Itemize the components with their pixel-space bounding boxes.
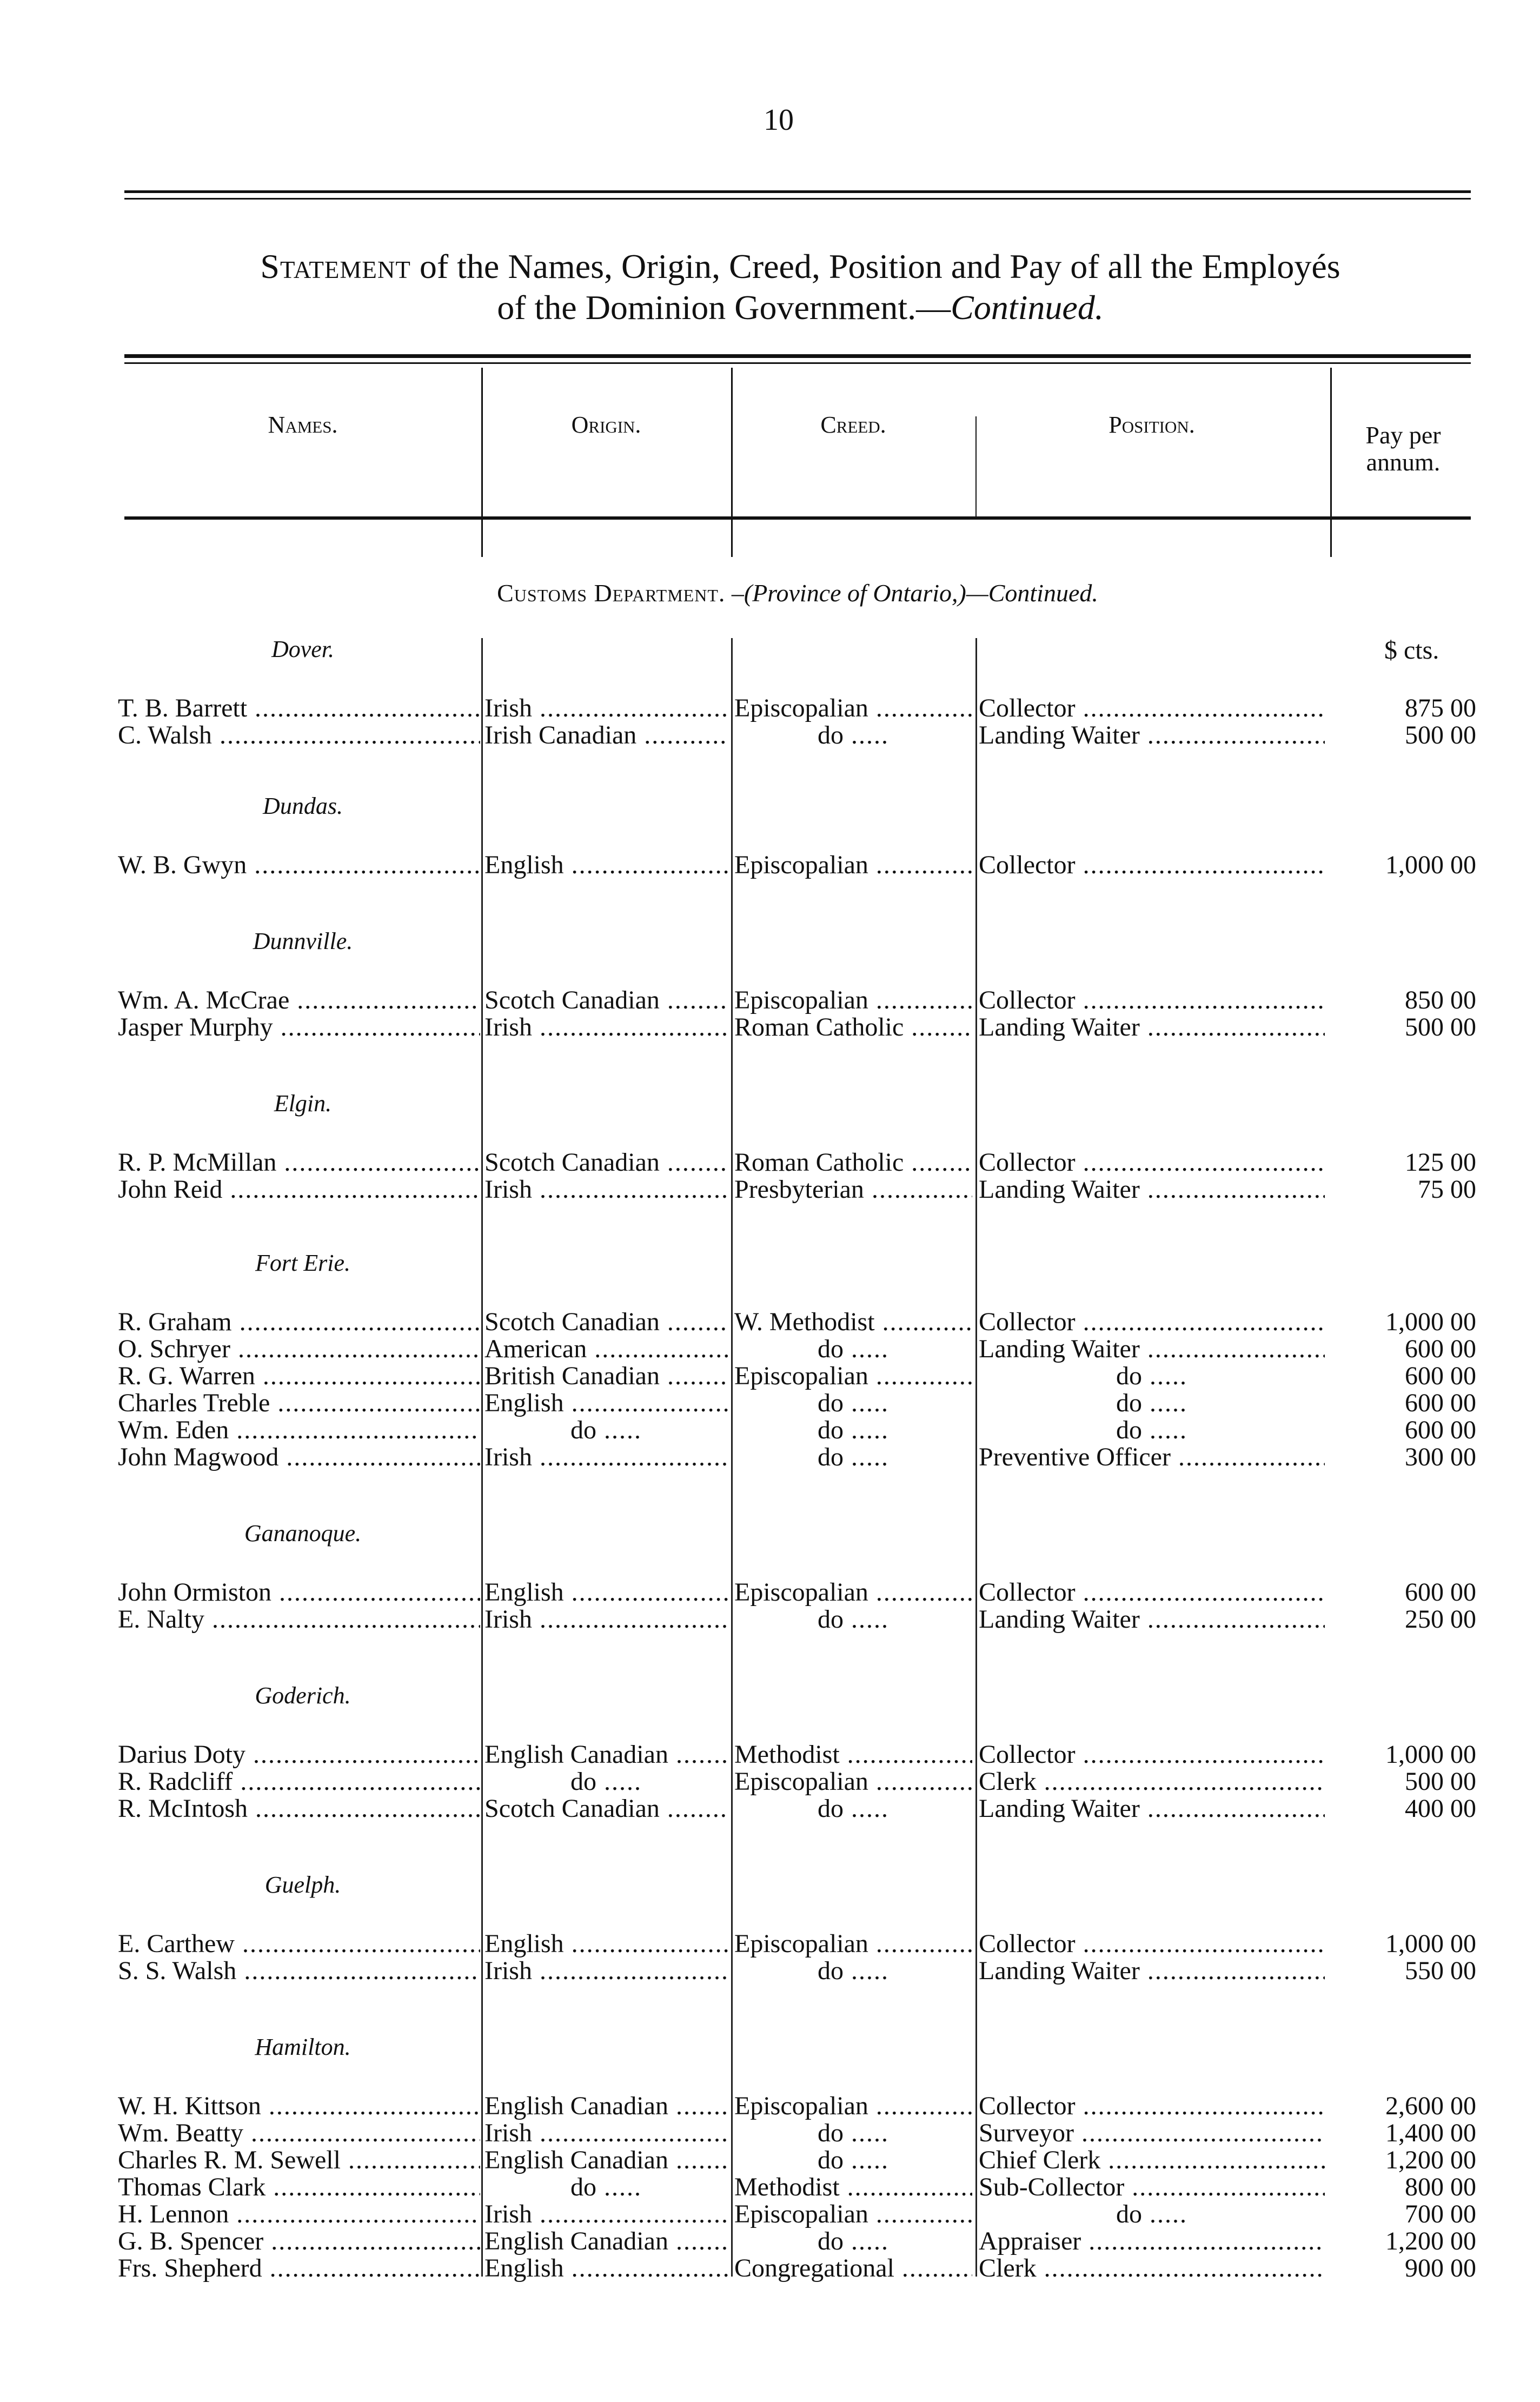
employee-creed: do ..... [734,1606,972,1633]
employee-position: Collector ..... [979,1579,1325,1606]
employee-name: T. B. Barrett ..... [118,695,480,722]
place-heading: Fort Erie. [255,1250,350,1276]
employee-position: Collector ..... [979,1741,1325,1768]
employee-name: Wm. Beatty ..... [118,2120,480,2147]
employee-pay: 75 00 [1418,1176,1476,1203]
table-row [0,2201,1540,2228]
employee-position: do ..... [979,1417,1325,1444]
employee-position: Collector ..... [979,1930,1325,1958]
employee-position: Appraiser ..... [979,2228,1325,2255]
employee-origin: English ..... [484,2255,728,2282]
place-heading: Dover. [271,636,335,662]
employee-pay: 1,000 00 [1385,852,1476,879]
employee-position: Landing Waiter ..... [979,1336,1325,1363]
employee-pay: 1,000 00 [1385,1741,1476,1768]
employee-origin: Scotch Canadian ..... [484,987,728,1014]
employee-position: do ..... [979,1390,1325,1417]
employee-name: G. B. Spencer ..... [118,2228,480,2255]
table-row [0,1741,1540,1768]
employee-origin: Irish ..... [484,695,728,722]
employee-name: John Reid ..... [118,1176,480,1203]
table-row [0,1444,1540,1471]
employee-name: John Magwood ..... [118,1444,480,1471]
currency-label: $ cts. [1384,636,1439,665]
employee-name: H. Lennon ..... [118,2201,480,2228]
title-line2: of the Dominion Government.— [497,288,951,327]
table-row [0,1390,1540,1417]
header-divider-1 [481,368,483,557]
employee-position: Landing Waiter ..... [979,1958,1325,1985]
table-row [0,722,1540,749]
employee-pay: 600 00 [1405,1417,1476,1444]
employee-creed: Episcopalian ..... [734,987,972,1014]
employee-origin: Irish ..... [484,1606,728,1633]
employee-origin: British Canadian ..... [484,1363,728,1390]
employee-position: Landing Waiter ..... [979,1176,1325,1203]
employee-position: Chief Clerk ..... [979,2147,1325,2174]
employee-position: Collector ..... [979,987,1325,1014]
employee-creed: do ..... [734,2120,972,2147]
employee-position: Collector ..... [979,695,1325,722]
employee-origin: Irish ..... [484,2120,728,2147]
table-row [0,1579,1540,1606]
employee-pay: 700 00 [1405,2201,1476,2228]
employee-name: R. P. McMillan ..... [118,1149,480,1176]
employee-origin: English ..... [484,852,728,879]
employee-origin: English ..... [484,1930,728,1958]
employee-pay: 600 00 [1405,1363,1476,1390]
employee-pay: 875 00 [1405,695,1476,722]
employee-position: Clerk ..... [979,2255,1325,2282]
table-row [0,2120,1540,2147]
employee-pay: 1,000 00 [1385,1930,1476,1958]
employee-origin: Scotch Canadian ..... [484,1795,728,1822]
page-title [124,246,1476,328]
header-rule-1 [124,354,1471,358]
header-creed: Creed. [820,412,886,438]
employee-creed: Roman Catholic ..... [734,1149,972,1176]
header-names: Names. [268,412,338,438]
employee-name: R. Graham ..... [118,1309,480,1336]
employee-origin: Scotch Canadian ..... [484,1309,728,1336]
header-divider-2 [731,368,733,557]
employee-name: E. Carthew ..... [118,1930,480,1958]
employee-pay: 1,200 00 [1385,2228,1476,2255]
employee-name: E. Nalty ..... [118,1606,480,1633]
employee-position: Collector ..... [979,1149,1325,1176]
employee-pay: 800 00 [1405,2174,1476,2201]
employee-position: Clerk ..... [979,1768,1325,1795]
employee-creed: Methodist ..... [734,2174,972,2201]
employee-pay: 2,600 00 [1385,2093,1476,2120]
table-row [0,987,1540,1014]
table-row [0,1336,1540,1363]
employee-origin: English Canadian ..... [484,2093,728,2120]
employee-pay: 600 00 [1405,1579,1476,1606]
place-heading: Dundas. [263,793,343,819]
employee-name: Darius Doty ..... [118,1741,480,1768]
employee-pay: 600 00 [1405,1336,1476,1363]
employee-name: S. S. Walsh ..... [118,1958,480,1985]
title-continued: Continued. [951,288,1104,327]
employee-origin: English Canadian ..... [484,1741,728,1768]
employee-position: Landing Waiter ..... [979,1795,1325,1822]
table-row [0,1930,1540,1958]
employee-position: Landing Waiter ..... [979,1606,1325,1633]
employee-creed: do ..... [734,1417,972,1444]
employee-pay: 850 00 [1405,987,1476,1014]
employee-position: Collector ..... [979,852,1325,879]
employee-origin: Irish ..... [484,1958,728,1985]
table-row [0,2228,1540,2255]
employee-pay: 600 00 [1405,1390,1476,1417]
employee-creed: Episcopalian ..... [734,1768,972,1795]
employee-position: Sub-Collector ..... [979,2174,1325,2201]
employee-origin: Irish ..... [484,1014,728,1041]
employee-position: Landing Waiter ..... [979,1014,1325,1041]
employee-position: Landing Waiter ..... [979,722,1325,749]
place-heading: Guelph. [264,1872,341,1898]
title-rest: of the Names, Origin, Creed, Position and Pay of all the Employés [410,247,1340,286]
table-row [0,695,1540,722]
employee-name: O. Schryer ..... [118,1336,480,1363]
employee-origin: Irish Canadian ..... [484,722,728,749]
department-heading: Customs Department. –(Province of Ontario,)—Continued. [497,579,1098,607]
table-row [0,2255,1540,2282]
employee-creed: do ..... [734,1336,972,1363]
employee-position: Collector ..... [979,2093,1325,2120]
employee-name: R. McIntosh ..... [118,1795,480,1822]
employee-pay: 550 00 [1405,1958,1476,1985]
employee-creed: W. Methodist ..... [734,1309,972,1336]
table-row [0,1309,1540,1336]
table-row [0,2174,1540,2201]
table-row [0,1768,1540,1795]
employee-origin: English ..... [484,1390,728,1417]
employee-origin: Scotch Canadian ..... [484,1149,728,1176]
table-row [0,1795,1540,1822]
employee-name: W. B. Gwyn ..... [118,852,480,879]
employee-origin: Irish ..... [484,2201,728,2228]
table-row [0,1176,1540,1203]
employee-origin: English ..... [484,1579,728,1606]
place-heading: Goderich. [255,1682,351,1709]
header-bottom-rule [124,516,1471,520]
employee-creed: do ..... [734,1958,972,1985]
employee-pay: 125 00 [1405,1149,1476,1176]
employee-position: Preventive Officer ..... [979,1444,1325,1471]
employee-pay: 400 00 [1405,1795,1476,1822]
employee-name: R. Radcliff ..... [118,1768,480,1795]
table-row [0,1014,1540,1041]
employee-pay: 1,200 00 [1385,2147,1476,2174]
table-row [0,1417,1540,1444]
employee-origin: English Canadian ..... [484,2228,728,2255]
employee-pay: 500 00 [1405,1768,1476,1795]
employee-position: do ..... [979,2201,1325,2228]
employee-name: Charles R. M. Sewell ..... [118,2147,480,2174]
employee-name: C. Walsh ..... [118,722,480,749]
header-rule-2 [124,362,1471,364]
place-heading: Elgin. [274,1090,332,1117]
employee-creed: do ..... [734,1390,972,1417]
employee-creed: do ..... [734,1444,972,1471]
employee-position: do ..... [979,1363,1325,1390]
employee-name: W. H. Kittson ..... [118,2093,480,2120]
table-row [0,1363,1540,1390]
employee-position: Collector ..... [979,1309,1325,1336]
employee-creed: Episcopalian ..... [734,1930,972,1958]
header-pay: Pay per annum. [1365,421,1441,476]
employee-name: Charles Treble ..... [118,1390,480,1417]
place-heading: Hamilton. [255,2034,351,2060]
table-row [0,1149,1540,1176]
employee-pay: 500 00 [1405,1014,1476,1041]
page-number: 10 [764,103,794,137]
table-row [0,1606,1540,1633]
employee-name: Wm. Eden ..... [118,1417,480,1444]
employee-name: Thomas Clark ..... [118,2174,480,2201]
employee-name: John Ormiston ..... [118,1579,480,1606]
header-divider-3 [975,416,977,519]
employee-creed: Episcopalian ..... [734,695,972,722]
employee-origin: do ..... [484,2174,728,2201]
employee-creed: Episcopalian ..... [734,2093,972,2120]
employee-pay: 1,000 00 [1385,1309,1476,1336]
employee-position: Surveyor ..... [979,2120,1325,2147]
place-heading: Dunnville. [253,928,353,954]
employee-creed: Episcopalian ..... [734,2201,972,2228]
employee-pay: 500 00 [1405,722,1476,749]
employee-origin: do ..... [484,1768,728,1795]
header-position: Position. [1108,412,1195,438]
employee-name: R. G. Warren ..... [118,1363,480,1390]
employee-origin: do ..... [484,1417,728,1444]
employee-pay: 250 00 [1405,1606,1476,1633]
employee-name: Wm. A. McCrae ..... [118,987,480,1014]
employee-creed: do ..... [734,2228,972,2255]
employee-creed: Episcopalian ..... [734,1579,972,1606]
employee-creed: Congregational ..... [734,2255,972,2282]
employee-creed: Episcopalian ..... [734,852,972,879]
employee-creed: do ..... [734,2147,972,2174]
employee-creed: do ..... [734,1795,972,1822]
table-row [0,2093,1540,2120]
employee-creed: Methodist ..... [734,1741,972,1768]
employee-pay: 300 00 [1405,1444,1476,1471]
title-lead: Statement [260,247,411,286]
header-origin: Origin. [571,412,641,438]
employee-name: Frs. Shepherd ..... [118,2255,480,2282]
employee-creed: do ..... [734,722,972,749]
table-row [0,2147,1540,2174]
employee-creed: Roman Catholic ..... [734,1014,972,1041]
employee-origin: Irish ..... [484,1444,728,1471]
employee-creed: Presbyterian ..... [734,1176,972,1203]
employee-origin: American ..... [484,1336,728,1363]
top-rule-2 [124,198,1471,200]
employee-origin: English Canadian ..... [484,2147,728,2174]
employee-pay: 1,400 00 [1385,2120,1476,2147]
place-heading: Gananoque. [244,1520,362,1547]
employee-pay: 900 00 [1405,2255,1476,2282]
table-row [0,1958,1540,1985]
header-divider-4 [1330,368,1332,557]
table-row [0,852,1540,879]
employee-name: Jasper Murphy ..... [118,1014,480,1041]
employee-creed: Episcopalian ..... [734,1363,972,1390]
employee-origin: Irish ..... [484,1176,728,1203]
top-rule-1 [124,190,1471,193]
